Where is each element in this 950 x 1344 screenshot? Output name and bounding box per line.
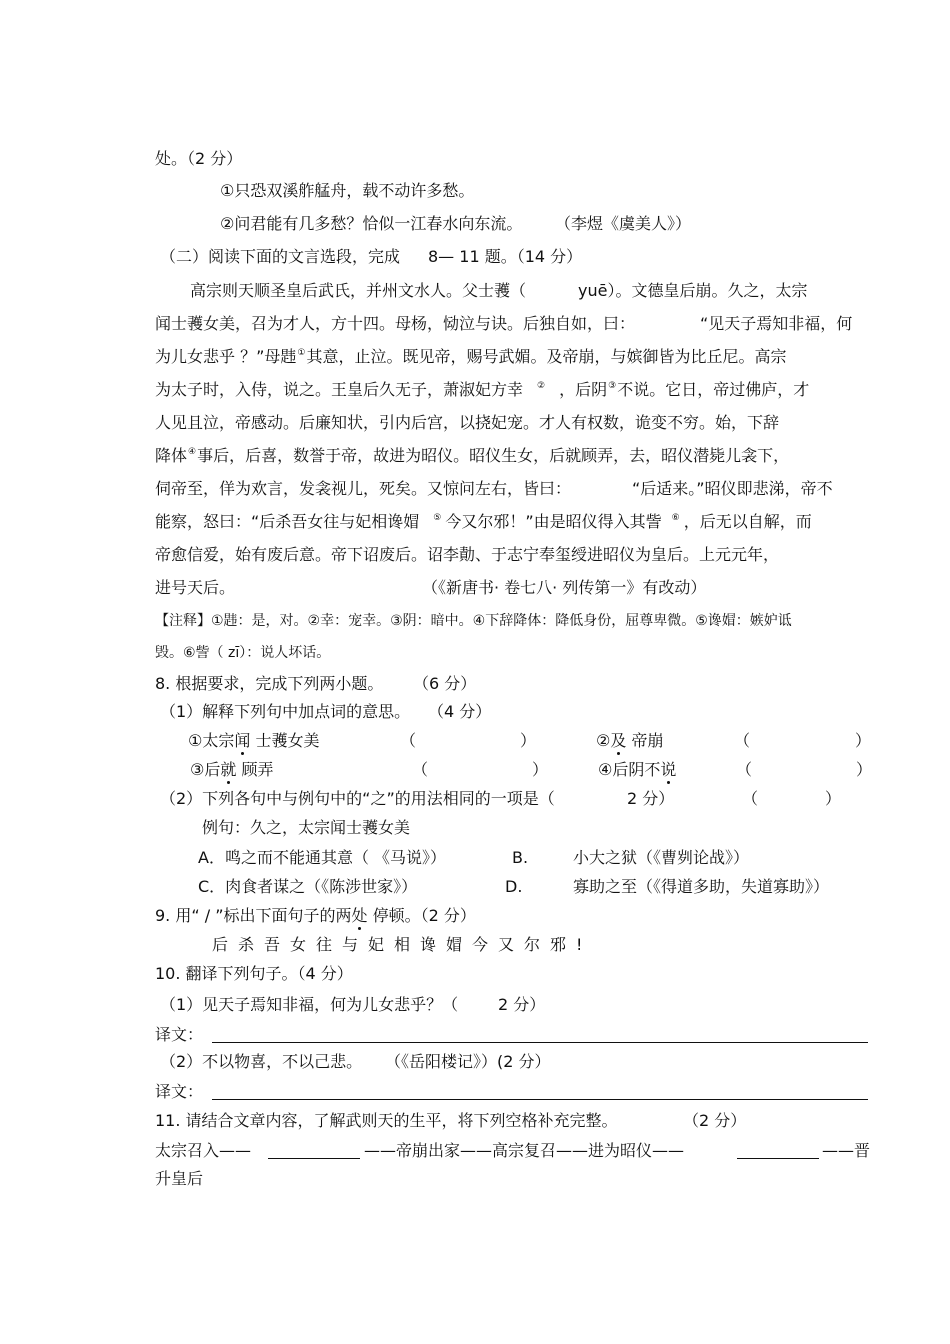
passage-line-4c: 不说。它日，帝过佛庐，才 xyxy=(617,380,810,399)
note-marker-6: ⑥ xyxy=(671,513,680,523)
q8-word-3-pre: ③后 xyxy=(190,760,221,779)
passage-line-5: 人见且泣，帝感动。后廉知状，引内后宫，以挠妃宠。才人有权数，诡变不穷。始，下辞 xyxy=(155,413,780,432)
note-marker-5: ⑤ xyxy=(433,513,442,523)
q8-word-4-pre: ④后阴不 xyxy=(598,760,661,779)
q8-title: 8. 根据要求，完成下列两小题。 xyxy=(155,674,384,693)
q8-option-d: 寡助之至（《得道多助，失道寡助》） xyxy=(573,877,830,896)
passage-line-9: 帝愈信爱，始有废后意。帝下诏废后。诏李勣、于志宁奉玺绶进昭仪为皇后。上元元年， xyxy=(155,545,780,564)
q9-title-post: 停顿。（2 分） xyxy=(367,906,476,925)
q8-part1-score: （4 分） xyxy=(428,702,492,721)
passage-line-8 xyxy=(155,512,812,535)
q8-word-1 xyxy=(188,731,319,751)
section-2-title: （二）阅读下面的文言选段，完成 xyxy=(160,247,401,266)
passage-line-6a: 降体 xyxy=(155,446,188,465)
passage-line-3b: 其意，止泣。既见帝，赐号武媚。及帝崩，与嫔御皆为比丘尼。高宗 xyxy=(306,347,787,366)
passage-line-1b: yuē）。文德皇后崩。久之，太宗 xyxy=(578,281,808,300)
q8-part1-title: （1）解释下列句中加点词的意思。 xyxy=(160,702,411,721)
passage-line-2b: “见天子焉知非福，何 xyxy=(700,314,853,333)
q8-blank-4-open: （ xyxy=(736,760,753,779)
passage-line-8b: 今又尔邪！”由是昭仪得入其訾 xyxy=(445,512,662,531)
q8-blank-4-close: ） xyxy=(856,760,873,779)
q8-part2-title: （2）下列各句中与例句中的“之”的用法相同的一项是（ xyxy=(160,789,555,808)
q7-tail: 处。（2 分） xyxy=(155,149,243,168)
q8-option-a: A．鸣之而不能通其意（ 《马说》） xyxy=(198,848,447,867)
q8-word-4-dotted: 说 xyxy=(660,760,677,779)
q7-option-2-source: （李煜《虞美人》） xyxy=(555,214,692,233)
q7-option-2: ②问君能有几多愁？恰似一江春水向东流。 xyxy=(220,214,523,233)
q10-sentence-2: （2）不以物喜，不以己悲。 xyxy=(160,1052,363,1071)
q9-title xyxy=(155,906,476,926)
q8-option-b-letter: B. xyxy=(512,848,529,867)
q11-blank-2[interactable] xyxy=(737,1158,819,1159)
section-2-range: 8— 11 题。（14 分） xyxy=(428,247,583,266)
note-marker-1: ① xyxy=(297,348,306,358)
q8-option-b: 小大之狱（《曹刿论战》） xyxy=(573,848,750,867)
q8-word-2-dotted: 及 xyxy=(610,731,627,750)
q10-answer-2-line[interactable] xyxy=(212,1099,868,1100)
q8-blank-1-open: （ xyxy=(400,731,417,750)
q11-score: （2 分） xyxy=(683,1111,747,1130)
passage-line-3a: 为儿女悲乎 ？”母韪 xyxy=(155,347,297,366)
q8-blank-2-close: ） xyxy=(855,731,872,750)
q11-sequence-b: ——帝崩出家——高宗复召——进为昭仪—— xyxy=(364,1141,685,1160)
q8-word-1-post: 士彟女美 xyxy=(250,731,320,750)
passage-line-4 xyxy=(155,380,809,403)
q8-word-1-pre: ①太宗 xyxy=(188,731,235,750)
q8-option-c: C．肉食者谋之（《陈涉世家》） xyxy=(198,877,418,896)
q9-title-pre: 9. 用“ / ”标出下面句子的两 xyxy=(155,906,352,925)
passage-source: （《新唐书· 卷七八· 列传第一》有改动） xyxy=(422,578,707,597)
passage-line-10a: 进号天后。 xyxy=(155,578,236,597)
q10-answer-1-label: 译文： xyxy=(155,1025,204,1044)
passage-line-8a: 能察，怒曰：“后杀吾女往与妃相谗媢 xyxy=(155,512,420,531)
q7-option-1: ①只恐双溪舴艋舟，载不动许多愁。 xyxy=(220,181,475,200)
passage-line-7b: “后适来。”昭仪即悲涕，帝不 xyxy=(632,479,833,498)
q8-word-1-dotted: 闻 xyxy=(234,731,251,750)
passage-line-4b: ，后阴 xyxy=(559,380,608,399)
q8-blank-2-open: （ xyxy=(734,731,751,750)
q10-answer-2-label: 译文： xyxy=(155,1082,204,1101)
q8-blank-1-close: ） xyxy=(520,731,537,750)
notes-line-2: 毁。⑥訾（ zī）：说人坏话。 xyxy=(155,645,331,661)
q8-word-3-dotted: 就 xyxy=(220,760,237,779)
q10-sentence-1-score: 2 分） xyxy=(498,995,546,1014)
q8-word-3-post: 顾弄 xyxy=(236,760,274,779)
passage-line-2a: 闻士彟女美，召为才人，方十四。母杨，恸泣与诀。后独自如，曰： xyxy=(155,314,636,333)
passage-line-4a: 为太子时，入侍，说之。王皇后久无子，萧淑妃方幸 xyxy=(155,380,524,399)
q8-word-4 xyxy=(598,760,676,780)
q10-title: 10. 翻译下列句子。（4 分） xyxy=(155,964,353,983)
q10-answer-1-line[interactable] xyxy=(212,1042,868,1043)
passage-line-7a: 伺帝至，佯为欢言，发衾视儿，死矣。又惊问左右，皆曰： xyxy=(155,479,572,498)
note-marker-4: ④ xyxy=(188,447,197,457)
q8-blank-3-open: （ xyxy=(412,760,429,779)
q8-option-d-letter: D. xyxy=(505,877,523,896)
passage-line-8c: ，后无以自解，而 xyxy=(683,512,812,531)
q9-sentence: 后杀吾女往与妃相谗媢今又尔邪! xyxy=(212,935,593,954)
q8-score: （6 分） xyxy=(413,674,477,693)
q10-sentence-2-source: （《岳阳楼记》）(2 分） xyxy=(385,1052,551,1071)
q8-word-2 xyxy=(596,731,663,751)
q11-sequence-d: 升皇后 xyxy=(155,1169,204,1188)
notes-line-1: 【注释】①韪：是，对。②幸：宠幸。③阴：暗中。④下辞降体：降低身份，屈尊卑微。⑤谗媢：嫉妒诋 xyxy=(155,613,792,629)
q8-word-2-post: 帝崩 xyxy=(626,731,664,750)
passage-line-6 xyxy=(155,446,789,469)
q8-word-3 xyxy=(190,760,273,780)
q8-part2-blank-close: ） xyxy=(825,789,842,808)
passage-line-1a: 高宗则天顺圣皇后武氏，并州文水人。父士彟（ xyxy=(190,281,527,300)
q8-blank-3-close: ） xyxy=(532,760,549,779)
q8-part2-score: 2 分） xyxy=(627,789,675,808)
q11-blank-1[interactable] xyxy=(268,1158,360,1159)
passage-line-6b: 事后，后喜，数誉于帝，故进为昭仪。昭仪生女，后就顾弄，去，昭仪潜毙儿衾下， xyxy=(197,446,790,465)
q11-title: 11. 请结合文章内容，了解武则天的生平，将下列空格补充完整。 xyxy=(155,1111,618,1130)
q11-sequence-c: ——晋 xyxy=(822,1141,871,1160)
q9-title-dotted: 处 xyxy=(351,906,368,925)
note-marker-3: ③ xyxy=(608,381,617,391)
q8-word-2-pre: ② xyxy=(596,731,611,750)
q8-part2-blank-open: （ xyxy=(742,789,759,808)
q11-sequence-a: 太宗召入—— xyxy=(155,1141,252,1160)
passage-line-3 xyxy=(155,347,786,370)
q10-sentence-1: （1）见天子焉知非福，何为儿女悲乎？（ xyxy=(160,995,459,1014)
q8-example: 例句：久之，太宗闻士彟女美 xyxy=(202,818,411,837)
note-marker-2: ② xyxy=(537,381,546,391)
